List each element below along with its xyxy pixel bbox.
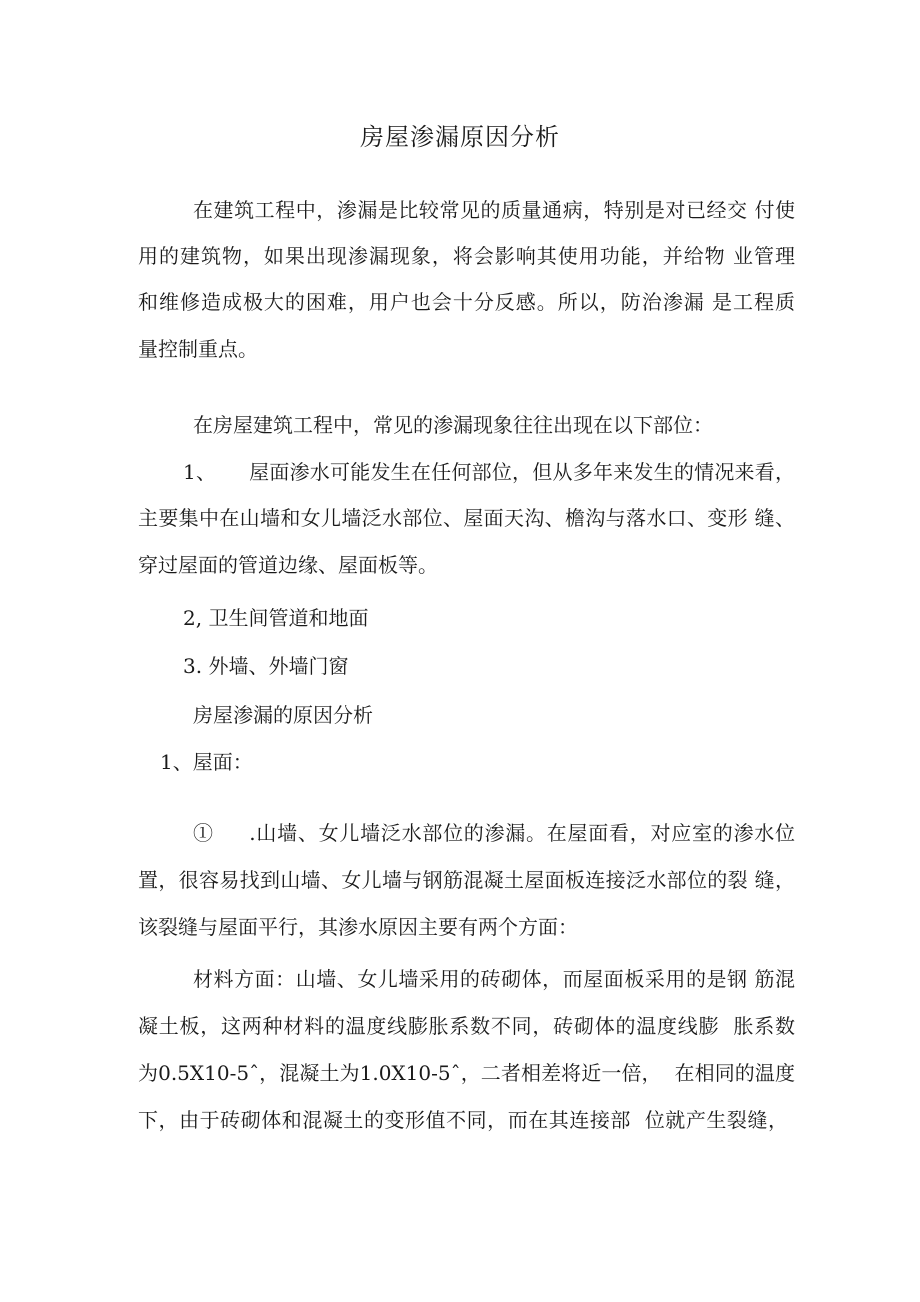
paragraph-line: 主要集中在山墙和女儿墙泛水部位、屋面天沟、檐沟与落水口、变形 缝、: [138, 506, 795, 530]
paragraph-line: 穿过屋面的管道边缘、屋面板等。: [138, 553, 438, 577]
paragraph-line: 下，由于砖砌体和混凝土的变形值不同，而在其连接部 位就产生裂缝，: [138, 1108, 788, 1132]
paragraph-line: 在建筑工程中，渗漏是比较常见的质量通病，特别是对已经交 付使: [193, 198, 795, 222]
paragraph-line: 为0.5X10-5ˆ，混凝土为1.0X10-5ˆ，二者相差将近一倍， 在相同的温度: [138, 1061, 795, 1085]
section-heading: 1、屋面：: [160, 750, 253, 774]
section-heading: 房屋渗漏的原因分析: [193, 703, 373, 727]
paragraph-line: 置，很容易找到山墙、女儿墙与钢筋混凝土屋面板连接泛水部位的裂 缝，: [138, 868, 795, 892]
list-item-line: 3. 外墙、外墙门窗: [183, 654, 349, 678]
list-item-line: 1、 屋面渗水可能发生在任何部位，但从多年来发生的情况来看，: [183, 460, 795, 484]
paragraph-line: 和维修造成极大的困难，用户也会十分反感。所以，防治渗漏 是工程质: [138, 290, 795, 314]
paragraph-line: 材料方面：山墙、女儿墙采用的砖砌体，而屋面板采用的是钢 筋混: [193, 967, 795, 991]
document-title: 房屋渗漏原因分析: [360, 123, 560, 151]
paragraph-line: 在房屋建筑工程中，常见的渗漏现象往往出现在以下部位：: [193, 413, 713, 437]
list-item-line: 2, 卫生间管道和地面: [183, 606, 369, 630]
paragraph-line: 凝土板，这两种材料的温度线膨胀系数不同，砖砌体的温度线膨 胀系数: [138, 1014, 795, 1038]
paragraph-line: 量控制重点。: [138, 337, 258, 361]
paragraph-line: ① .山墙、女儿墙泛水部位的渗漏。在屋面看，对应室的渗水位: [193, 821, 795, 845]
paragraph-line: 该裂缝与屋面平行，其渗水原因主要有两个方面：: [138, 915, 578, 939]
paragraph-line: 用的建筑物，如果出现渗漏现象，将会影响其使用功能，并给物 业管理: [138, 244, 795, 268]
